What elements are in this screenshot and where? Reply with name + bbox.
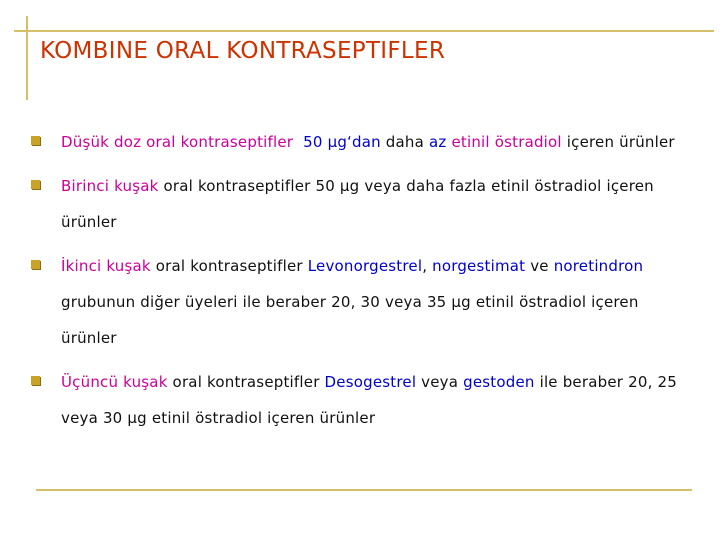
bullet-item-1 (30, 124, 680, 160)
bullet-item-2 (30, 168, 680, 240)
bullet-text-segment: ve (525, 257, 554, 275)
decorative-top-line (14, 30, 714, 32)
bullet-text-segment: ile beraber 20, 25 veya 30 µg etinil östradiol içeren ürünler (61, 373, 678, 427)
bullet-text-segment: , (422, 257, 433, 275)
bullet-text-segment: norgestimat (432, 257, 526, 275)
bullet-text-segment: 50 µg‘dan (303, 133, 381, 151)
bullet-text-segment: Levonorgestrel (307, 257, 423, 275)
bullet-text-segment: Desogestrel (324, 373, 417, 391)
bullet-text-segment (293, 133, 303, 151)
decorative-bottom-line (36, 489, 692, 491)
bullet-text-segment: daha (380, 133, 429, 151)
bullet-text-segment: oral kontraseptifler 50 µg veya daha fazla etinil östradiol içeren ürünler (61, 177, 654, 231)
square-bullet-icon (31, 260, 40, 269)
square-bullet-icon (31, 136, 40, 145)
bullet-item-4 (30, 364, 680, 436)
bullet-text-segment: Birinci kuşak (61, 177, 159, 195)
bullet-text-segment: etinil östradiol (451, 133, 562, 151)
bullet-list (30, 124, 680, 444)
bullet-text-segment: Düşük doz oral kontraseptifler (61, 133, 294, 151)
bullet-text-segment: gestoden (463, 373, 535, 391)
bullet-text-segment: grubunun diğer üyeleri ile beraber 20, 30 veya 35 µg etinil östradiol içeren ürünler (61, 293, 639, 347)
bullet-text-segment: İkinci kuşak (61, 257, 151, 275)
square-bullet-icon (31, 376, 40, 385)
bullet-text-segment: oral kontraseptifler (167, 373, 325, 391)
bullet-text-segment: oral kontraseptifler (150, 257, 308, 275)
bullet-text-segment: noretindron (553, 257, 644, 275)
bullet-text-segment: veya (416, 373, 464, 391)
bullet-text-segment: içeren ürünler (561, 133, 675, 151)
bullet-text-segment: az (429, 133, 447, 151)
bullet-text-segment: Üçüncü kuşak (61, 373, 168, 391)
bullet-item-3 (30, 248, 680, 356)
slide-title: KOMBINE ORAL KONTRASEPTIFLER (40, 38, 446, 64)
square-bullet-icon (31, 180, 40, 189)
decorative-vertical-line (26, 16, 28, 100)
